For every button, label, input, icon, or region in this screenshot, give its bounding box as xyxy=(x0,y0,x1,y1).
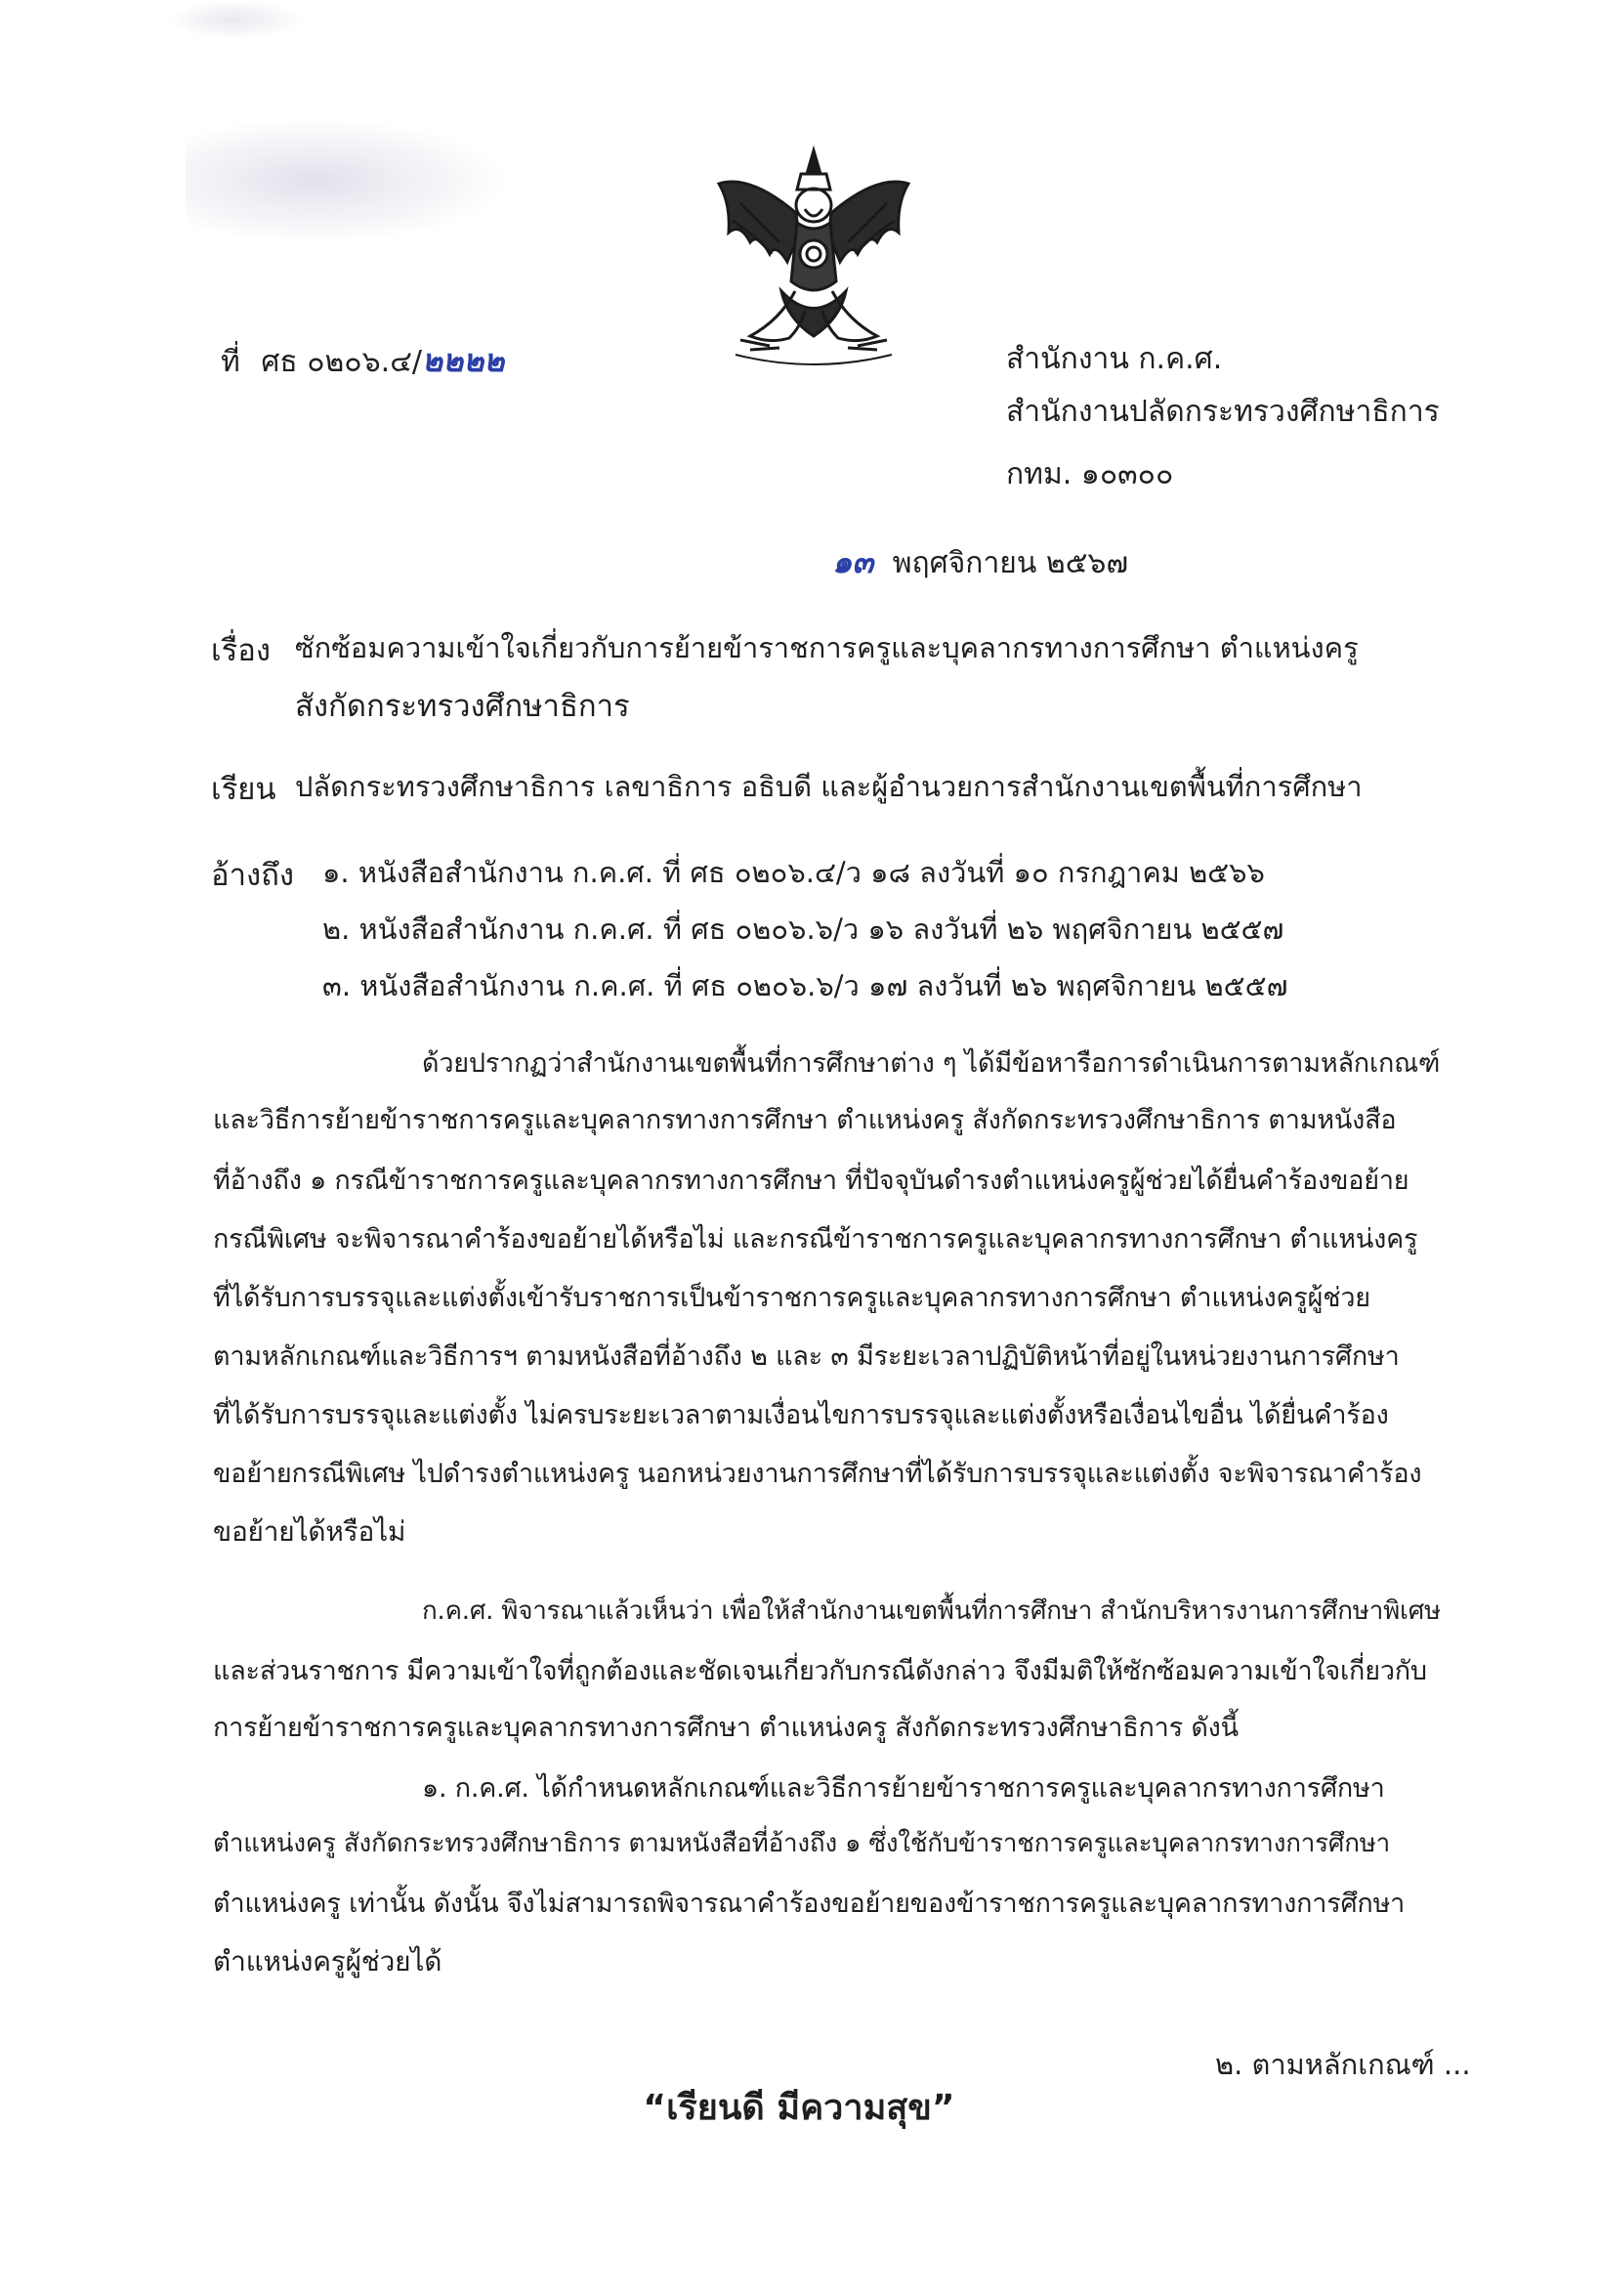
to-text: ปลัดกระทรวงศึกษาธิการ เลขาธิการ อธิบดี และผู้อำนวยการสำนักงานเขตพื้นที่การศึกษา xyxy=(295,770,1363,803)
reference-item: ๒. หนังสือสำนักงาน ก.ค.ศ. ที่ ศธ ๐๒๐๖.๖/ว ๑๖ ลงวันที่ ๒๖ พฤศจิกายน ๒๕๕๗ xyxy=(322,913,1284,946)
doc-number-label: ที่ xyxy=(221,345,240,379)
paragraph3-line: ตำแหน่งครู เท่านั้น ดังนั้น จึงไม่สามารถพิจารณาคำร้องขอย้ายของข้าราชการครูและบุคลากรทางการศึกษา xyxy=(213,1889,1406,1919)
subject-label: เรื่อง xyxy=(211,633,272,668)
office-line-3: กทม. ๑๐๓๐๐ xyxy=(1006,457,1174,491)
date-day-handwritten: ๑๓ xyxy=(832,543,874,580)
date-rest: พฤศจิกายน ๒๕๖๗ xyxy=(892,546,1129,580)
paragraph1-line: ที่อ้างถึง ๑ กรณีข้าราชการครูและบุคลากรทางการศึกษา ที่ปัจจุบันดำรงตำแหน่งครูผู้ช่วยได้ยื่นคำร้องขอย้าย xyxy=(213,1166,1409,1196)
to-label: เรียน xyxy=(211,772,276,807)
scan-smudge xyxy=(166,0,303,39)
slogan: “เรียนดี มีความสุข” xyxy=(643,2088,955,2128)
paragraph3-line: ตำแหน่งครูผู้ช่วยได้ xyxy=(213,1945,442,1977)
paragraph1-line: และวิธีการย้ายข้าราชการครูและบุคลากรทางการศึกษา ตำแหน่งครู สังกัดกระทรวงศึกษาธิการ ตามหนังสือ xyxy=(213,1105,1397,1135)
office-line-2: สำนักงานปลัดกระทรวงศึกษาธิการ xyxy=(1006,395,1440,429)
doc-number-line xyxy=(221,336,504,386)
paragraph2-line: การย้ายข้าราชการครูและบุคลากรทางการศึกษา ตำแหน่งครู สังกัดกระทรวงศึกษาธิการ ดังนี้ xyxy=(213,1713,1239,1743)
reference-item: ๓. หนังสือสำนักงาน ก.ค.ศ. ที่ ศธ ๐๒๐๖.๖/ว ๑๗ ลงวันที่ ๒๖ พฤศจิกายน ๒๕๕๗ xyxy=(322,969,1288,1002)
paragraph1-line: ที่ได้รับการบรรจุและแต่งตั้ง ไม่ครบระยะเวลาตามเงื่อนไขการบรรจุและแต่งตั้งหรือเงื่อนไขอื่น ได้ยื่นคำร้อง xyxy=(213,1400,1389,1430)
doc-number-handwritten: ๒๒๒๒ xyxy=(422,342,505,379)
paragraph1-line: ด้วยปรากฏว่าสำนักงานเขตพื้นที่การศึกษาต่าง ๆ ได้มีข้อหารือการดำเนินการตามหลักเกณฑ์ xyxy=(422,1048,1441,1079)
date-line xyxy=(832,537,1128,587)
paragraph3-line: ตำแหน่งครู สังกัดกระทรวงศึกษาธิการ ตามหนังสือที่อ้างถึง ๑ ซึ่งใช้กับข้าราชการครูและบุคลากรทางการศึกษา xyxy=(213,1829,1391,1858)
paragraph1-line: ขอย้ายกรณีพิเศษ ไปดำรงตำแหน่งครู นอกหน่วยงานการศึกษาที่ได้รับการบรรจุและแต่งตั้ง จะพิจารณาคำร้อง xyxy=(213,1459,1422,1489)
subject-line-2: สังกัดกระทรวงศึกษาธิการ xyxy=(295,689,630,724)
doc-number: ศธ ๐๒๐๖.๔/ xyxy=(261,345,423,379)
paragraph1-line: ขอย้ายได้หรือไม่ xyxy=(213,1515,406,1548)
paragraph2-line: ก.ค.ศ. พิจารณาแล้วเห็นว่า เพื่อให้สำนักงานเขตพื้นที่การศึกษา สำนักบริหารงานการศึกษาพิเศษ xyxy=(422,1596,1441,1626)
reference-item: ๑. หนังสือสำนักงาน ก.ค.ศ. ที่ ศธ ๐๒๐๖.๔/ว ๑๘ ลงวันที่ ๑๐ กรกฎาคม ๒๕๖๖ xyxy=(322,856,1265,889)
paragraph1-line: ที่ได้รับการบรรจุและแต่งตั้งเข้ารับราชการเป็นข้าราชการครูและบุคลากรทางการศึกษา ตำแหน่งครูผู้ช่วย xyxy=(213,1283,1370,1313)
continuation-text: ๒. ตามหลักเกณฑ์ ... xyxy=(1215,2048,1471,2081)
paragraph1-line: ตามหลักเกณฑ์และวิธีการฯ ตามหนังสือที่อ้างถึง ๒ และ ๓ มีระยะเวลาปฏิบัติหน้าที่อยู่ในหน่วยงานการศึกษา xyxy=(213,1341,1400,1372)
paragraph3-line: ๑. ก.ค.ศ. ได้กำหนดหลักเกณฑ์และวิธีการย้ายข้าราชการครูและบุคลากรทางการศึกษา xyxy=(422,1773,1385,1804)
garuda-emblem-icon xyxy=(711,145,916,374)
office-line-1: สำนักงาน ก.ค.ศ. xyxy=(1006,342,1223,376)
references-label: อ้างถึง xyxy=(211,858,295,893)
subject-line-1: ซักซ้อมความเข้าใจเกี่ยวกับการย้ายข้าราชการครูและบุคลากรทางการศึกษา ตำแหน่งครู xyxy=(295,631,1359,664)
paragraph1-line: กรณีพิเศษ จะพิจารณาคำร้องขอย้ายได้หรือไม่ และกรณีข้าราชการครูและบุคลากรทางการศึกษา ตำแหน่งครู xyxy=(213,1224,1418,1254)
paragraph2-line: และส่วนราชการ มีความเข้าใจที่ถูกต้องและชัดเจนเกี่ยวกับกรณีดังกล่าว จึงมีมติให้ซักซ้อมความเข้าใจเกี่ยวกับ xyxy=(213,1656,1427,1686)
scan-smudge xyxy=(186,117,508,244)
